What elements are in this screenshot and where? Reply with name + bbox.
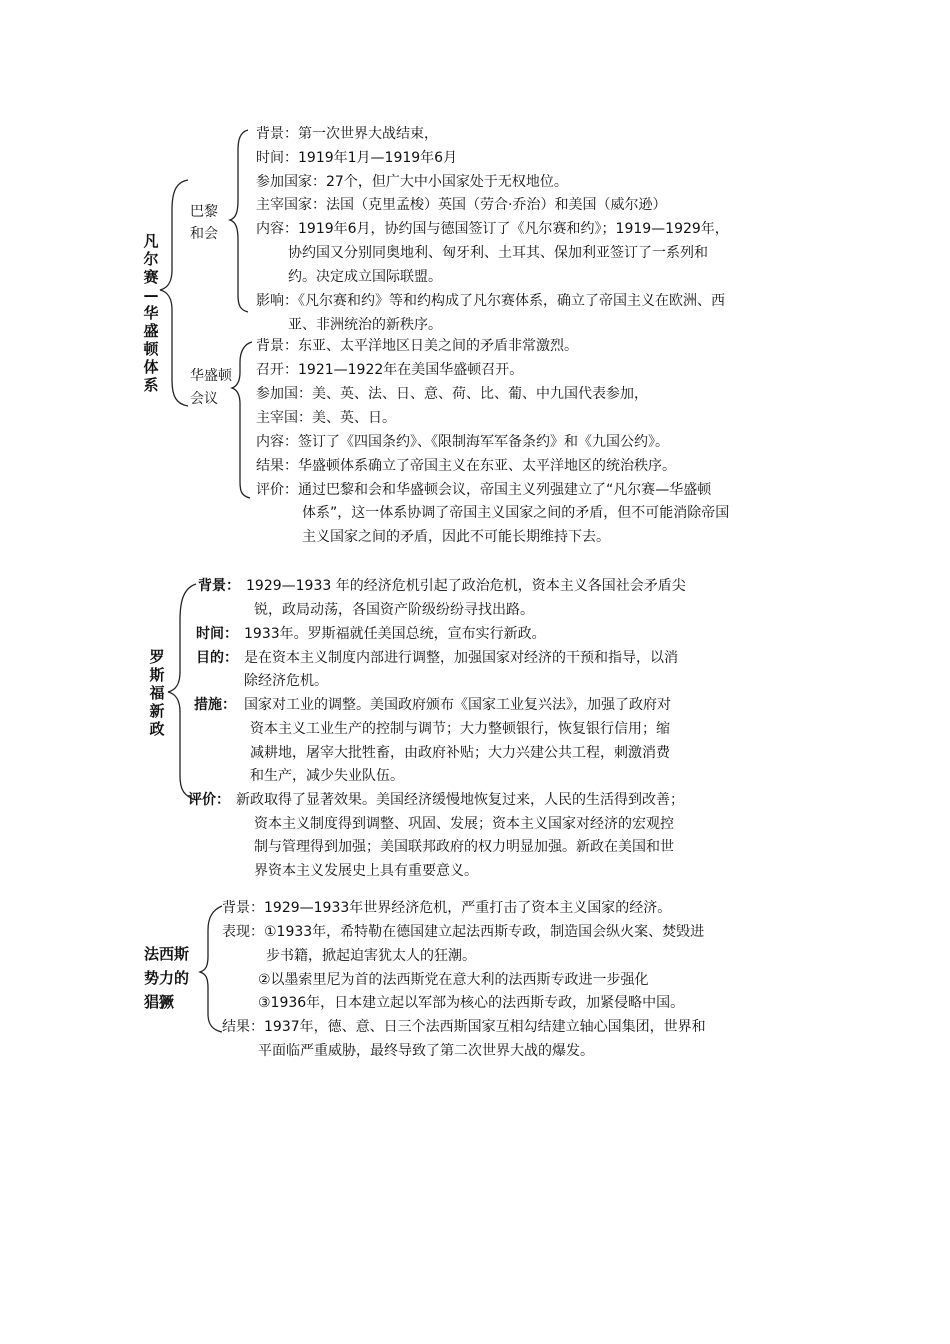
- newdeal-eval-line: 制与管理得到加强；美国联邦政府的权力明显加强。新政在美国和世: [254, 839, 674, 855]
- newdeal-eval-line: 新政取得了显著效果。美国经济缓慢地恢复过来，人民的生活得到改善；: [236, 792, 684, 808]
- newdeal-eval-line: 界资本主义发展史上具有重要意义。: [254, 863, 478, 879]
- brace-section2: [168, 584, 196, 800]
- newdeal-goal-line: 除经济危机。: [244, 673, 328, 689]
- fascism-line: ②以墨索里尼为首的法西斯党在意大利的法西斯专政进一步强化: [258, 972, 649, 988]
- washington-line: 评价：通过巴黎和会和华盛顿会议，帝国主义列强建立了“凡尔赛—华盛顿: [256, 482, 712, 498]
- paris-line: 约。决定成立国际联盟。: [288, 269, 442, 285]
- paris-label-line1: 巴黎: [190, 204, 218, 220]
- paris-line: 亚、非洲统治的新秩序。: [288, 317, 442, 333]
- washington-label-line2: 会议: [190, 391, 218, 407]
- newdeal-time-text: 1933年。罗斯福就任美国总统，宣布实行新政。: [244, 626, 546, 642]
- paris-line: 时间：1919年1月—1919年6月: [256, 150, 458, 166]
- newdeal-bg-label: 背景：: [198, 578, 240, 594]
- newdeal-measures-line: 减耕地，屠宰大批牲畜，由政府补贴；大力兴建公共工程，刺激消费: [250, 745, 670, 761]
- paris-line: 影响：《凡尔赛和约》等和约构成了凡尔赛体系，确立了帝国主义在欧洲、西: [256, 293, 725, 309]
- newdeal-measures-label: 措施：: [194, 697, 236, 713]
- washington-line: 主宰国：美、英、日。: [256, 410, 396, 426]
- washington-label-line1: 华盛顿: [190, 368, 232, 384]
- washington-line: 主义国家之间的矛盾，因此不可能长期维持下去。: [302, 529, 610, 545]
- newdeal-bg-line: 1929—1933 年的经济危机引起了政治危机，资本主义各国社会矛盾尖: [246, 578, 686, 594]
- brace-paris: [230, 130, 248, 312]
- newdeal-goal-label: 目的：: [196, 650, 238, 666]
- paris-line: 内容：1919年6月，协约国与德国签订了《凡尔赛和约》；1919—1929年，: [256, 221, 729, 237]
- washington-line: 结果：华盛顿体系确立了帝国主义在东亚、太平洋地区的统治秩序。: [256, 458, 676, 474]
- newdeal-eval-line: 资本主义制度得到调整、巩固、发展；资本主义国家对经济的宏观控: [254, 816, 674, 832]
- brace-washington: [232, 342, 252, 498]
- washington-line: 背景：东亚、太平洋地区日美之间的矛盾非常激烈。: [256, 338, 578, 354]
- paris-line: 参加国家：27个，但广大中小国家处于无权地位。: [256, 174, 568, 190]
- fascism-line: 步书籍，掀起迫害犹太人的狂潮。: [266, 948, 476, 964]
- section2-title: 罗斯福新政: [149, 648, 165, 738]
- newdeal-eval-label: 评价：: [188, 792, 230, 808]
- newdeal-goal-line: 是在资本主义制度内部进行调整，加强国家对经济的干预和指导，以消: [244, 650, 678, 666]
- newdeal-bg-line: 锐，政局动荡，各国资产阶级纷纷寻找出路。: [254, 602, 534, 618]
- section3-title-line1: 法西斯: [144, 945, 190, 963]
- paris-label-line2: 和会: [190, 226, 218, 242]
- brace-section3: [200, 906, 222, 1032]
- paris-line: 背景：第一次世界大战结束，: [256, 126, 438, 142]
- fascism-line: ③1936年，日本建立起以军部为核心的法西斯专政，加紧侵略中国。: [258, 995, 685, 1011]
- paris-line: 协约国又分别同奥地利、匈牙利、土耳其、保加利亚签订了一系列和: [288, 245, 708, 261]
- newdeal-measures-line: 国家对工业的调整。美国政府颁布《国家工业复兴法》，加强了政府对: [244, 697, 671, 713]
- fascism-line: 表现：①1933年，希特勒在德国建立起法西斯专政，制造国会纵火案、焚毁进: [222, 924, 705, 940]
- newdeal-measures-line: 资本主义工业生产的控制与调节；大力整顿银行，恢复银行信用；缩: [250, 721, 670, 737]
- newdeal-time-label: 时间：: [196, 626, 238, 642]
- washington-line: 参加国：美、英、法、日、意、荷、比、葡、中九国代表参加，: [256, 386, 648, 402]
- newdeal-measures-line: 和生产，减少失业队伍。: [250, 768, 404, 784]
- section1-title: 凡尔赛—华盛顿体系: [143, 232, 159, 394]
- brace-section1: [160, 180, 188, 406]
- fascism-line: 结果：1937年，德、意、日三个法西斯国家互相勾结建立轴心国集团，世界和: [222, 1019, 706, 1035]
- washington-line: 召开：1921—1922年在美国华盛顿召开。: [256, 362, 524, 378]
- section3-title-line3: 猖獗: [144, 993, 175, 1011]
- fascism-line: 背景：1929—1933年世界经济危机，严重打击了资本主义国家的经济。: [222, 900, 672, 916]
- washington-line: 内容：签订了《四国条约》、《限制海军军备条约》和《九国公约》。: [256, 434, 669, 450]
- fascism-line: 平面临严重威胁，最终导致了第二次世界大战的爆发。: [258, 1043, 594, 1059]
- washington-line: 体系”，这一体系协调了帝国主义国家之间的矛盾，但不可能消除帝国: [302, 505, 730, 521]
- paris-line: 主宰国家：法国（克里孟梭）英国（劳合·乔治）和美国（威尔逊）: [256, 197, 667, 213]
- section3-title-line2: 势力的: [144, 969, 190, 987]
